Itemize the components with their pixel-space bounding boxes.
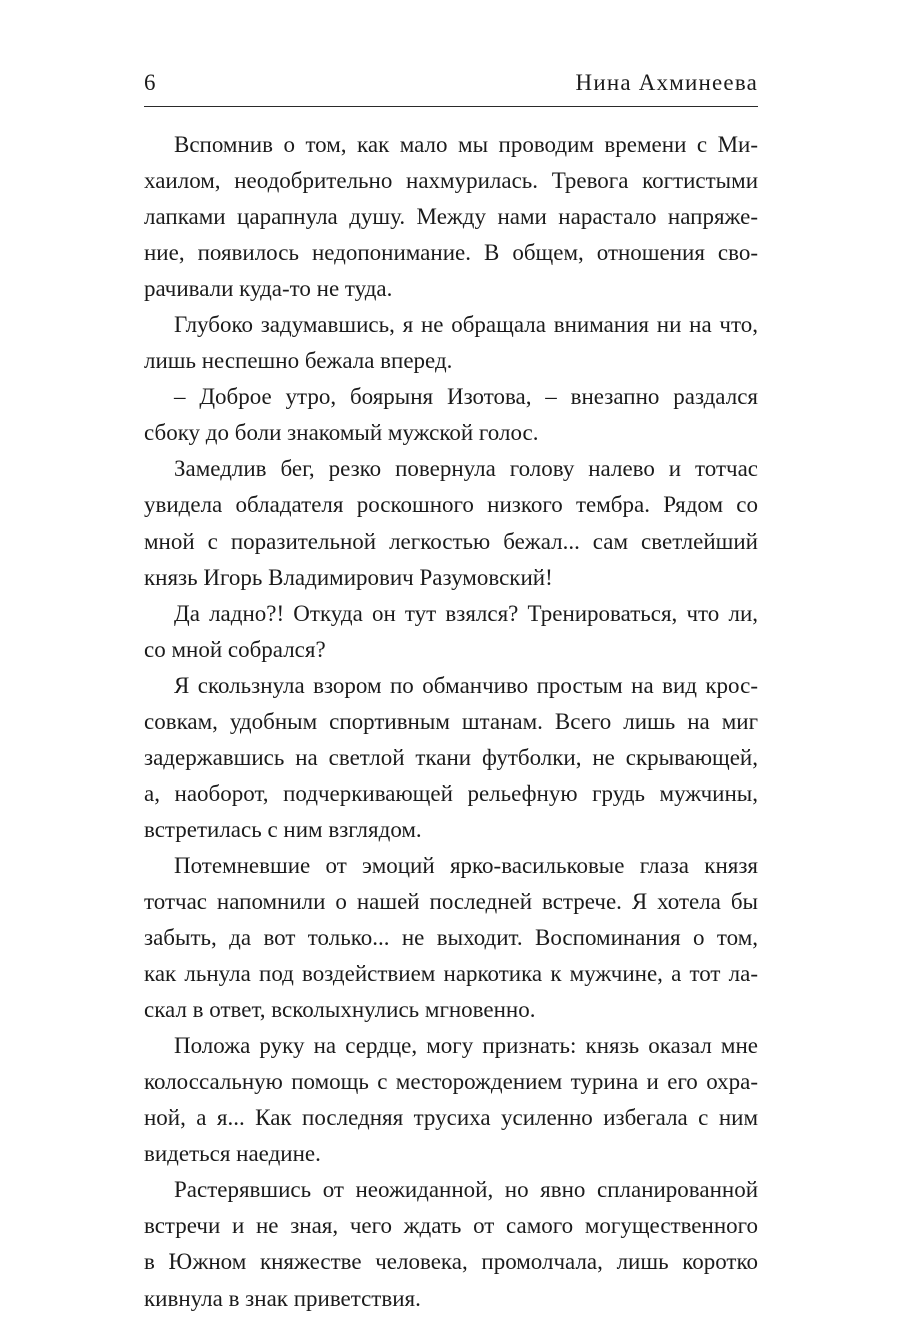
text-line: встречи и не зная, чего ждать от самого могущественного	[144, 1213, 758, 1239]
text-line: Я скользнула взором по обманчиво простым на вид крос-	[174, 672, 758, 698]
text-line: как льнула под воздействием наркотика к мужчине, а тот ла-	[144, 961, 758, 987]
text-line: Замедлив бег, резко повернула голову налево и тотчас	[174, 456, 758, 482]
body-text	[144, 127, 758, 1317]
text-line: со мной собрался?	[144, 636, 326, 662]
paragraph	[144, 668, 758, 848]
text-line: в Южном княжестве человека, промолчала, лишь коротко	[144, 1249, 758, 1275]
text-line: Потемневшие от эмоций ярко-васильковые глаза князя	[174, 852, 758, 878]
paragraph	[144, 127, 758, 307]
paragraph	[144, 848, 758, 1028]
text-line: колоссальную помощь с месторождением турина и его охра-	[144, 1069, 758, 1095]
running-head	[144, 70, 758, 104]
text-line: совкам, удобным спортивным штанам. Всего лишь на миг	[144, 708, 758, 734]
text-line: встретилась с ним взглядом.	[144, 816, 422, 842]
text-line: лапками царапнула душу. Между нами нарастало напряже-	[144, 204, 758, 230]
text-line: скал в ответ, всколыхнулись мгновенно.	[144, 997, 536, 1023]
text-line: тотчас напомнили о нашей последней встрече. Я хотела бы	[144, 888, 758, 914]
text-line: лишь неспешно бежала вперед.	[144, 348, 453, 374]
paragraph	[144, 596, 758, 668]
text-line: князь Игорь Владимирович Разумовский!	[144, 564, 553, 590]
text-line: Вспомнив о том, как мало мы проводим времени с Ми-	[174, 132, 758, 157]
text-line: Положа руку на сердце, могу признать: князь оказал мне	[174, 1033, 758, 1059]
paragraph	[144, 451, 758, 595]
paragraph	[144, 1172, 758, 1316]
text-line: ной, а я... Как последняя трусиха усиленно избегала с ним	[144, 1105, 758, 1131]
text-line: – Доброе утро, боярыня Изотова, – внезапно раздался	[174, 384, 758, 410]
paragraph	[144, 1028, 758, 1172]
text-line: хаилом, неодобрительно нахмурилась. Тревога когтистыми	[144, 168, 758, 194]
header-rule	[144, 106, 758, 107]
text-line: сбоку до боли знакомый мужской голос.	[144, 420, 539, 446]
text-line: а, наоборот, подчеркивающей рельефную грудь мужчины,	[144, 780, 758, 806]
text-line: Растерявшись от неожиданной, но явно спланированной	[174, 1177, 758, 1203]
text-line: кивнула в знак приветствия.	[144, 1285, 421, 1311]
text-line: забыть, да вот только... не выходит. Воспоминания о том,	[144, 925, 758, 951]
text-line: задержавшись на светлой ткани футболки, не скрывающей,	[144, 744, 758, 770]
paragraph	[144, 307, 758, 379]
running-title-author: Нина Ахминеева	[575, 70, 758, 95]
text-line: ние, появилось недопонимание. В общем, отношения сво-	[144, 240, 758, 266]
text-line: видеться наедине.	[144, 1141, 321, 1167]
text-line: Да ладно?! Откуда он тут взялся? Тренироваться, что ли,	[174, 600, 758, 626]
paragraph	[144, 379, 758, 451]
text-line: рачивали куда-то не туда.	[144, 276, 393, 302]
text-line: Глубоко задумавшись, я не обращала внимания ни на что,	[174, 312, 758, 338]
text-line: увидела обладателя роскошного низкого тембра. Рядом со	[144, 492, 758, 518]
text-line: мной с поразительной легкостью бежал... сам светлейший	[144, 528, 758, 554]
page-number: 6	[144, 70, 156, 95]
